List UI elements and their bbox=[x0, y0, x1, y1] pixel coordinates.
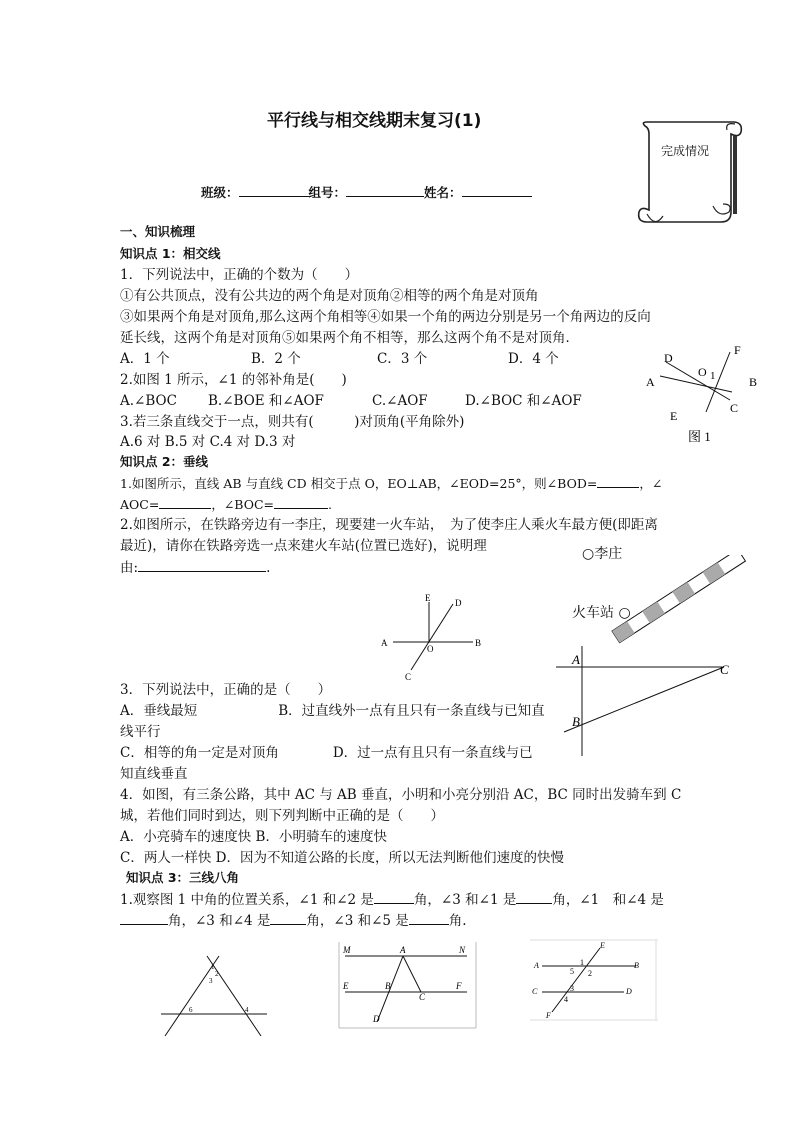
fig1-label-c: C bbox=[730, 401, 739, 415]
figb-label-c: C bbox=[419, 992, 426, 1002]
kp1-q1-option-a: A．1 个 bbox=[120, 351, 170, 367]
kp2-q2-line3 bbox=[120, 557, 270, 578]
road-label-b: B bbox=[572, 714, 580, 729]
kp1-q3-stem: 3.若三条直线交于一点，则共有( )对顶角(平角除外) bbox=[120, 414, 465, 430]
aoc-blank[interactable] bbox=[159, 494, 211, 509]
name-field[interactable] bbox=[462, 182, 532, 197]
kp1-q1-option-c: C．3 个 bbox=[377, 351, 428, 367]
aob-label-e: E bbox=[425, 593, 431, 603]
figc-label-3: 3 bbox=[570, 984, 574, 993]
kp2-q3-line3: C．相等的角一定是对顶角 D．过一点有且只有一条直线与已 bbox=[120, 745, 533, 761]
class-label: 班级： bbox=[201, 185, 239, 200]
figc-label-d: D bbox=[626, 987, 632, 996]
figc-label-4: 4 bbox=[564, 995, 568, 1004]
figb-label-b: B bbox=[385, 981, 391, 991]
figc-label-c: C bbox=[532, 987, 538, 996]
figc-label-a: A bbox=[534, 961, 539, 970]
figb-label-m: M bbox=[343, 945, 351, 955]
reason-blank[interactable] bbox=[138, 557, 266, 572]
kp3-q1-line2 bbox=[120, 910, 467, 931]
aob-label-o: O bbox=[427, 644, 434, 654]
kp1-q2-option-a: A.∠BOC bbox=[120, 393, 177, 409]
kp2-q1-text-b: ，∠ bbox=[639, 476, 663, 491]
railway-icon bbox=[600, 555, 750, 647]
fig1-label-o: O bbox=[698, 365, 707, 379]
blank-3[interactable] bbox=[120, 910, 168, 925]
group-field[interactable] bbox=[346, 182, 424, 197]
figb-label-n: N bbox=[459, 945, 466, 955]
fig1-label-a: A bbox=[646, 375, 655, 389]
kp3-q1-text-c: 角，∠1 和∠4 是 bbox=[552, 892, 664, 908]
road-label-c: C bbox=[720, 662, 729, 677]
tri-label-4: 4 bbox=[245, 1006, 249, 1014]
tri-label-1: 1 bbox=[211, 963, 215, 971]
figure-1 bbox=[640, 340, 770, 452]
figure-roads bbox=[552, 640, 742, 760]
boc-blank[interactable] bbox=[274, 494, 328, 509]
kp2-q1-text-e: . bbox=[328, 497, 332, 512]
kp3-q1-text-d: 角，∠3 和∠4 是 bbox=[168, 913, 271, 929]
group-label: 组号： bbox=[308, 185, 347, 200]
tri-label-2: 2 bbox=[215, 970, 219, 978]
kp2-q3-stem: 3．下列说法中，正确的是（ ） bbox=[120, 682, 332, 698]
station-marker-icon: ○ bbox=[618, 605, 631, 621]
figc-label-b: B bbox=[634, 961, 639, 970]
section-heading: 一、知识梳理 bbox=[120, 224, 196, 239]
kp1-q1-line1: ①有公共顶点，没有公共边的两个角是对顶角②相等的两个角是对顶角 bbox=[120, 288, 539, 304]
village-name: 李庄 bbox=[594, 546, 623, 562]
blank-5[interactable] bbox=[409, 910, 449, 925]
student-info-line bbox=[201, 182, 532, 203]
scroll-label: 完成情况 bbox=[661, 144, 710, 158]
figure-triangle bbox=[155, 950, 275, 1040]
scroll-icon bbox=[633, 118, 748, 230]
kp1-q2-stem: 2.如图 1 所示，∠1 的邻补角是( ) bbox=[120, 372, 347, 388]
kp2-q3-line1: A．垂线最短 B．过直线外一点有且只有一条直线与已知直 bbox=[120, 703, 545, 719]
kp3-q1-line1 bbox=[120, 889, 664, 910]
kp1-q3-options: A.6 对 B.5 对 C.4 对 D.3 对 bbox=[120, 434, 296, 450]
kp2-q4-line4: C．两人一样快 D．因为不知道公路的长度，所以无法判断他们速度的快慢 bbox=[120, 850, 564, 866]
kp1-q1-line3: 延长线，这两个角是对顶角⑤如果两个角不相等，那么这两个角不是对顶角． bbox=[120, 330, 579, 346]
fig1-label-1: 1 bbox=[710, 370, 716, 382]
kp3-q1-text-e: 角，∠3 和∠5 是 bbox=[306, 913, 409, 929]
aob-label-b: B bbox=[475, 638, 482, 648]
kp1-q1-stem: 1．下列说法中，正确的个数为（ ） bbox=[120, 267, 359, 283]
tri-label-3: 3 bbox=[209, 977, 213, 985]
fig1-label-d: D bbox=[664, 351, 673, 365]
name-label: 姓名： bbox=[424, 185, 462, 200]
figc-label-1: 1 bbox=[580, 958, 584, 967]
village-marker-icon: ○ bbox=[582, 546, 595, 562]
station-name: 火车站 bbox=[572, 605, 614, 621]
bod-blank[interactable] bbox=[597, 473, 639, 488]
page-title: 平行线与相交线期末复习(1) bbox=[267, 111, 482, 131]
kp1-q2-option-c: C.∠AOF bbox=[372, 393, 428, 409]
fig1-label-b: B bbox=[749, 375, 758, 389]
kp2-q4-line1: 4．如图，有三条公路，其中 AC 与 AB 垂直，小明和小亮分别沿 AC，BC 同时出发骑车到 C bbox=[120, 787, 682, 803]
kp2-q4-line3: A．小亮骑车的速度快 B．小明骑车的速度快 bbox=[120, 829, 387, 845]
blank-4[interactable] bbox=[270, 910, 306, 925]
kp2-q2-text-a: 由: bbox=[120, 560, 139, 576]
kp1-q1-option-d: D．4 个 bbox=[508, 351, 559, 367]
kp1-q1-line2: ③如果两个角是对顶角,那么这两个角相等④如果一个角的两边分别是另一个角两边的反向 bbox=[120, 309, 651, 325]
figc-label-f: F bbox=[546, 1011, 551, 1020]
aob-label-a: A bbox=[381, 638, 388, 648]
figb-label-a: A bbox=[400, 945, 406, 955]
kp2-q2-line1: 2.如图所示，在铁路旁边有一李庄，现要建一火车站， 为了使李庄人乘火车最方便(即距离 bbox=[120, 517, 658, 533]
figure-parallel-ab bbox=[528, 938, 660, 1023]
figb-label-e: E bbox=[343, 981, 349, 991]
kp3-q1-text-a: 1.观察图 1 中角的位置关系，∠1 和∠2 是 bbox=[120, 892, 374, 908]
figc-label-e: E bbox=[600, 941, 605, 950]
figb-label-d: D bbox=[373, 1014, 380, 1024]
kp1-q1-option-b: B．2 个 bbox=[251, 351, 301, 367]
aob-label-c: C bbox=[405, 672, 412, 682]
fig1-label-e: E bbox=[670, 409, 678, 423]
kp2-q3-line4: 知直线垂直 bbox=[120, 766, 188, 782]
kp2-q2-line2: 最近)，请你在铁路旁选一点来建火车站(位置已选好)，说明理 bbox=[120, 538, 487, 554]
figure-perpendicular bbox=[375, 590, 490, 685]
kp2-q1-text-a: 1.如图所示，直线 AB 与直线 CD 相交于点 O，EO⊥AB，∠EOD=25°，则∠BOD= bbox=[120, 476, 598, 491]
figb-label-f: F bbox=[456, 981, 462, 991]
kp2-q1-text-c: AOC= bbox=[120, 497, 160, 512]
fig1-label-f: F bbox=[734, 343, 741, 357]
kp2-heading: 知识点 2：垂线 bbox=[120, 454, 209, 469]
kp2-q2-text-b: . bbox=[266, 560, 271, 576]
kp1-heading: 知识点 1：相交线 bbox=[120, 246, 221, 261]
tri-label-6: 6 bbox=[189, 1006, 193, 1014]
kp3-heading: 知识点 3：三线八角 bbox=[126, 870, 240, 885]
kp1-q2-option-b: B.∠BOE 和∠AOF bbox=[208, 393, 324, 409]
kp2-q1-line1 bbox=[120, 473, 662, 494]
kp3-q1-text-b: 角，∠3 和∠1 是 bbox=[413, 892, 517, 908]
figc-label-2: 2 bbox=[588, 969, 592, 978]
figure-parallel-mn bbox=[335, 940, 480, 1030]
kp2-q1-text-d: ，∠BOC= bbox=[211, 497, 275, 512]
kp3-q1-text-f: 角. bbox=[448, 913, 467, 929]
class-field[interactable] bbox=[239, 182, 309, 197]
blank-2[interactable] bbox=[516, 889, 552, 904]
kp2-q1-line2 bbox=[120, 494, 332, 515]
blank-1[interactable] bbox=[374, 889, 414, 904]
road-label-a: A bbox=[572, 652, 580, 667]
aob-label-d: D bbox=[455, 598, 462, 608]
figc-label-5: 5 bbox=[570, 967, 574, 976]
kp2-q3-line2: 线平行 bbox=[120, 724, 161, 740]
fig1-caption: 图 1 bbox=[688, 429, 711, 444]
kp1-q2-option-d: D.∠BOC 和∠AOF bbox=[465, 393, 582, 409]
kp2-q4-line2: 城，若他们同时到达，则下列判断中正确的是（ ） bbox=[120, 808, 444, 824]
